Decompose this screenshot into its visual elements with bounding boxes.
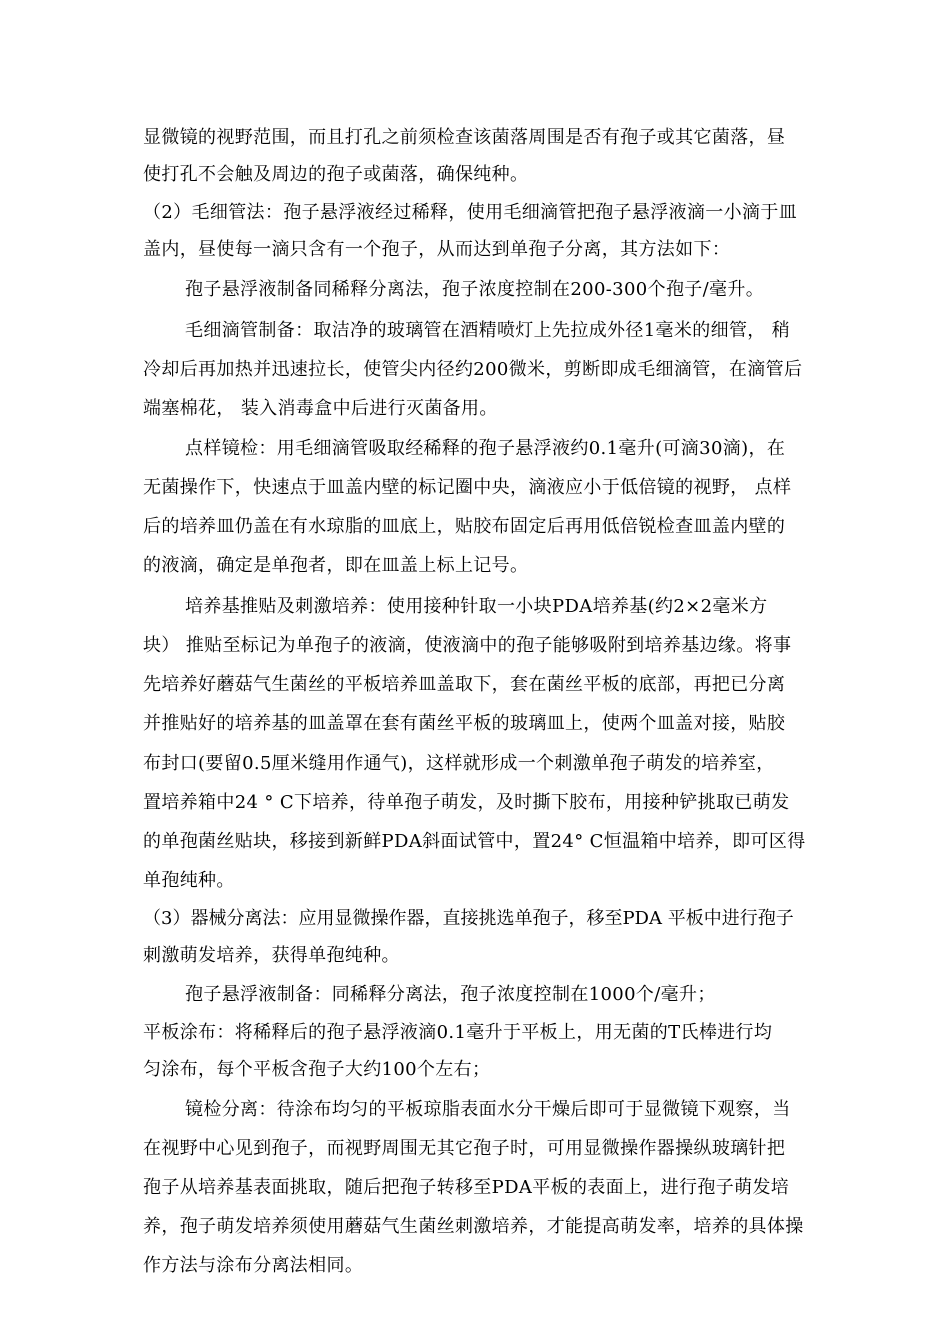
paragraph-start-line: 培养基推贴及刺激培养：使用接种针取一小块PDA培养基(约2×2毫米方 xyxy=(185,596,768,617)
text-line: 端塞棉花， 装入消毒盒中后进行灭菌备用。 xyxy=(143,398,498,419)
paragraph-start-line: 平板涂布：将稀释后的孢子悬浮液滴0.1毫升于平板上，用无菌的T氏棒进行均 xyxy=(143,1022,773,1043)
text-line: 单孢纯种。 xyxy=(143,870,235,891)
text-line: 布封口(要留0.5厘米缝用作通气)，这样就形成一个刺激单孢子萌发的培养室， xyxy=(143,753,775,774)
text-line: 在视野中心见到孢子，而视野周围无其它孢子时，可用显微操作器操纵玻璃针把 xyxy=(143,1138,786,1159)
text-line: 养，孢子萌发培养须使用蘑菇气生菌丝刺激培养，才能提高萌发率，培养的具体操 xyxy=(143,1216,804,1237)
section-heading-line: （2）毛细管法：孢子悬浮液经过稀释，使用毛细滴管把孢子悬浮液滴一小滴于皿 xyxy=(143,202,798,223)
paragraph-start-line: 点样镜检：用毛细滴管吸取经稀释的孢子悬浮液约0.1毫升(可滴30滴)，在 xyxy=(185,438,786,459)
section-heading-line: （3）器械分离法：应用显微操作器，直接挑选单孢子，移至PDA 平板中进行孢子 xyxy=(143,908,794,929)
text-line: 冷却后再加热并迅速拉长，使管尖内径约200微米，剪断即成毛细滴管，在滴管后 xyxy=(143,359,803,380)
text-line: 使打孔不会触及周边的孢子或菌落，确保纯种。 xyxy=(143,164,529,185)
paragraph-start-line: 孢子悬浮液制备：同稀释分离法，孢子浓度控制在1000个/毫升； xyxy=(185,984,716,1005)
text-line: 盖内，昼使每一滴只含有一个孢子，从而达到单孢子分离，其方法如下： xyxy=(143,239,731,260)
text-line: 无菌操作下，快速点于皿盖内壁的标记圈中央，滴液应小于低倍镜的视野， 点样 xyxy=(143,477,792,498)
text-line: 刺激萌发培养，获得单孢纯种。 xyxy=(143,945,400,966)
text-line: 孢子从培养基表面挑取，随后把孢子转移至PDA平板的表面上，进行孢子萌发培 xyxy=(143,1177,790,1198)
text-line: 的液滴，确定是单孢者，即在皿盖上标上记号。 xyxy=(143,555,529,576)
text-line: 先培养好蘑菇气生菌丝的平板培养皿盖取下，套在菌丝平板的底部，再把已分离 xyxy=(143,674,786,695)
paragraph-start-line: 镜检分离：待涂布均匀的平板琼脂表面水分干燥后即可于显微镜下观察，当 xyxy=(185,1099,791,1120)
text-line: 显微镜的视野范围，而且打孔之前须检查该菌落周围是否有孢子或其它菌落，昼 xyxy=(143,127,786,148)
text-line: 置培养箱中24 ° C下培养，待单孢子萌发，及时撕下胶布，用接种铲挑取已萌发 xyxy=(143,792,790,813)
text-line: 并推贴好的培养基的皿盖罩在套有菌丝平板的玻璃皿上，使两个皿盖对接，贴胶 xyxy=(143,713,786,734)
text-line: 作方法与涂布分离法相同。 xyxy=(143,1255,364,1276)
paragraph-start-line: 孢子悬浮液制备同稀释分离法，孢子浓度控制在200-300个孢子/毫升。 xyxy=(185,279,765,300)
text-line: 块） 推贴至标记为单孢子的液滴，使液滴中的孢子能够吸附到培养基边缘。将事 xyxy=(143,635,792,656)
text-line: 的单孢菌丝贴块，移接到新鲜PDA斜面试管中，置24° C恒温箱中培养，即可区得 xyxy=(143,831,806,852)
paragraph-start-line: 毛细滴管制备：取洁净的玻璃管在酒精喷灯上先拉成外径1毫米的细管， 稍 xyxy=(185,320,791,341)
text-line: 后的培养皿仍盖在有水琼脂的皿底上，贴胶布固定后再用低倍锐检查皿盖内壁的 xyxy=(143,516,786,537)
text-line: 匀涂布，每个平板含孢子大约100个左右； xyxy=(143,1059,491,1080)
